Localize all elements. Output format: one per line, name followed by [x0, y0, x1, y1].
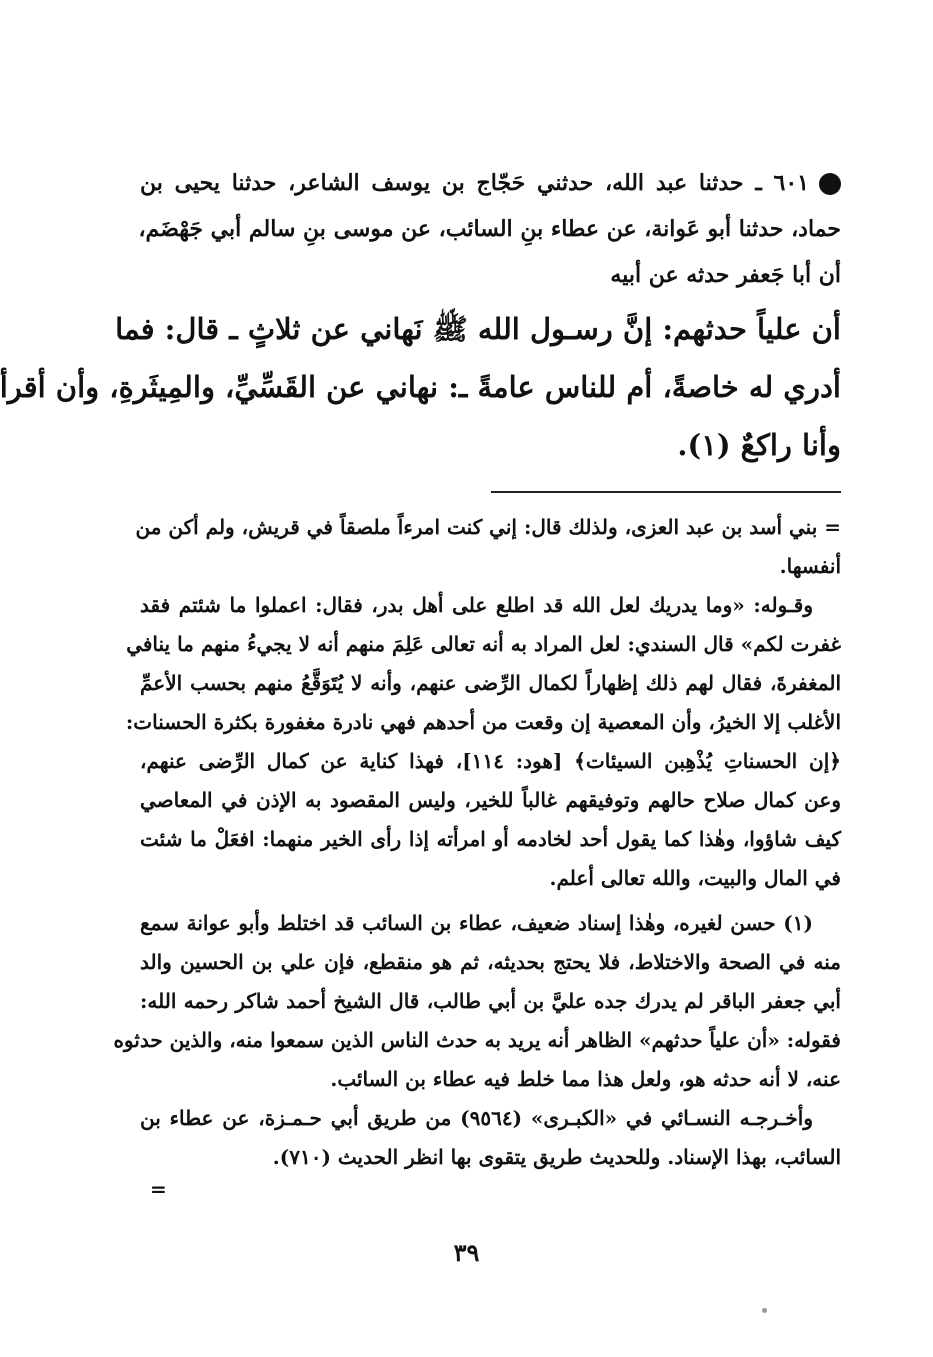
isnad-line-3: أن أبا جَعفر حدثه عن أبيه: [610, 262, 841, 288]
commentary-line-8: في المال والبيت، والله تعالى أعلم.: [549, 866, 841, 890]
scan-speck: [762, 1308, 767, 1313]
takhrij-line-2: السائب، بهذا الإسناد. وللحديث طريق يتقوى بها انظر الحديث (٧١٠).: [272, 1145, 841, 1169]
note1-line-2: منه في الصحة والاختلاط، فلا يحتج بحديثه، ثم هو منقطع، فإن علي بن الحسين والد: [140, 950, 841, 974]
matn-line-2: أدري له خاصةً، أم للناس عامةً ـ: نهاني عن القَسِّيِّ، والمِيثَرةِ، وأن أقرأ: [0, 370, 841, 404]
matn-line-3: وأنا راكعٌ (١).: [677, 428, 841, 462]
page-number: ٣٩: [453, 1238, 480, 1267]
note1-line-1: (١) حسن لغيره، وهٰذا إسناد ضعيف، عطاء بن السائب قد اختلط وأبو عوانة سمع: [140, 911, 813, 935]
isnad-line-1: [140, 160, 841, 206]
hadith-isnad: [140, 160, 841, 298]
note1-line-3: أبي جعفر الباقر لم يدرك جده عليَّ بن أبي طالب، قال الشيخ أحمد شاكر رحمه الله:: [140, 989, 841, 1013]
isnad-line-2: حماد، حدثنا أبو عَوانة، عن عطاء بنِ السائب، عن موسى بنِ سالم أبي جَهْضَم،: [138, 216, 841, 242]
footnote-continuation-line-2: أنفسها.: [779, 554, 841, 578]
bullet-icon: [819, 173, 841, 195]
footnote-continuation-line-1: = بني أسد بن عبد العزى، ولذلك قال: إني كنت امرءاً ملصقاً في قريش، ولم أكن من: [135, 515, 841, 539]
continues-mark: =: [150, 1177, 167, 1201]
commentary-line-5: ﴿إن الحسناتِ يُذْهِبن السيئات﴾ [هود: ١١٤]، فهذا كناية عن كمال الرِّضى عنهم،: [140, 749, 841, 773]
footnote-divider: [491, 491, 841, 493]
matn-line-1: أن علياً حدثهم: إنَّ رسـول الله ﷺ نَهاني عن ثلاثٍ ـ قال: فما: [115, 312, 841, 346]
hadith-matn: [0, 300, 841, 474]
footnotes: [113, 508, 842, 1177]
commentary-line-4: الأغلب إلا الخيرُ، وأن المعصية إن وقعت من أحدهم فهي نادرة مغفورة بكثرة الحسنات:: [125, 710, 841, 734]
note1-line-4: فقوله: «أن علياً حدثهم» الظاهر أنه يريد به حدث الناس الذين سمعوا منه، والذين حدثوه: [113, 1028, 841, 1052]
takhrij-line-1: وأخـرجـه النسـائي في «الكبـرى» (٩٥٦٤) من طريق أبي حـمـزة، عن عطاء بن: [140, 1106, 813, 1130]
commentary-line-3: المغفرةَ، فقال لهم ذلك إظهاراً لكمال الرِّضى عنهم، وأنه لا يُتَوَقَّعُ منهم بحسب الأعمِّ: [140, 671, 841, 695]
note1-line-5: عنه، لا أنه حدثه هو، ولعل هذا مما خلط فيه عطاء بن السائب.: [330, 1067, 841, 1091]
commentary-line-7: كيف شاؤوا، وهٰذا كما يقول أحد لخادمه أو امرأته إذا رأى الخير منهما: افعَلْ ما شئت: [140, 827, 842, 851]
commentary-line-6: وعن كمال صلاح حالهم وتوفيقهم غالباً للخير، وليس المقصود به الإذن في المعاصي: [140, 788, 841, 812]
commentary-line-1: وقـوله: «وما يدريك لعل الله قد اطلع على أهل بدر، فقال: اعملوا ما شئتم فقد: [140, 593, 813, 617]
isnad-line-1-text: ٦٠١ ـ حدثنا عبد الله، حدثني حَجّاج بن يوسف الشاعر، حدثنا يحيى بن: [140, 170, 809, 196]
commentary-line-2: غفرت لكم» قال السندي: لعل المراد به أنه تعالى عَلِمَ منهم أنه لا يجيءُ منهم ما ينافي: [126, 632, 841, 656]
